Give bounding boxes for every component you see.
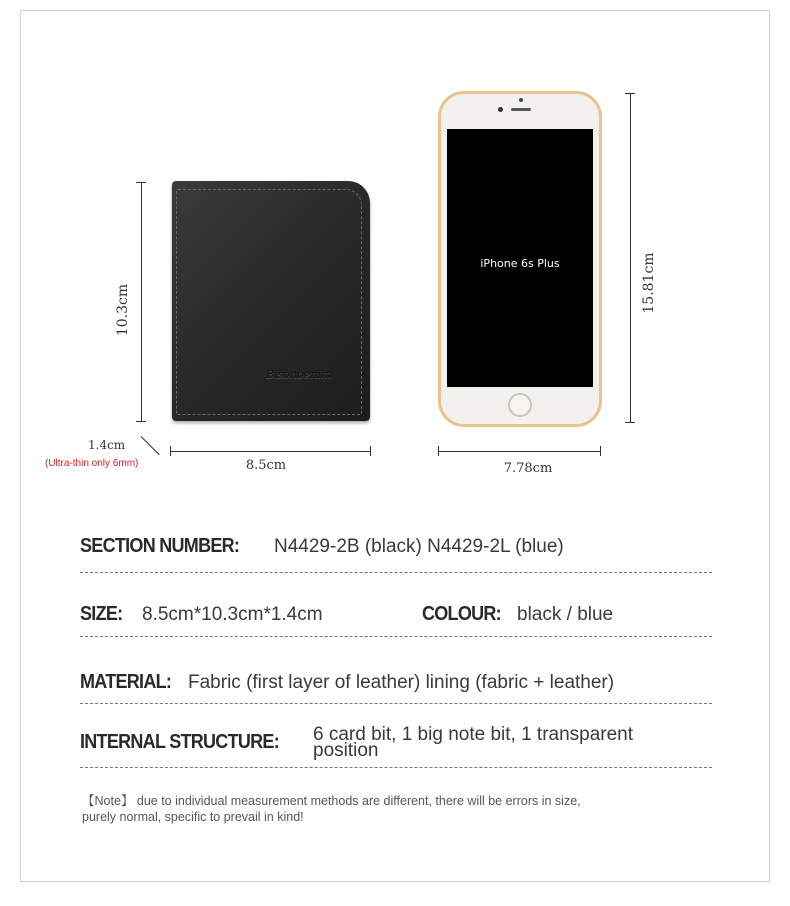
material-value: Fabric (first layer of leather) lining (fabric + leather)	[188, 672, 615, 693]
wallet-height-line	[141, 182, 142, 421]
measurement-note-line1: 【Note】 due to individual measurement methods are different, there will be errors in size,	[82, 794, 581, 808]
material-label: MATERIAL:	[80, 671, 172, 693]
colour-value: black / blue	[517, 604, 614, 625]
phone-width-tick-left	[438, 446, 439, 456]
phone-camera	[498, 107, 503, 112]
divider-3	[80, 703, 712, 704]
divider-1	[80, 572, 712, 573]
internal-structure-value-line2: position	[313, 740, 379, 761]
size-value: 8.5cm*10.3cm*1.4cm	[142, 604, 323, 625]
phone-width-line	[438, 451, 600, 452]
phone-image	[438, 91, 602, 427]
phone-screen	[447, 129, 593, 387]
section-number-value: N4429-2B (black) N4429-2L (blue)	[274, 536, 564, 557]
wallet-width-line	[170, 451, 370, 452]
section-number-row	[80, 535, 712, 558]
size-colour-row	[80, 603, 712, 626]
internal-structure-row	[80, 724, 712, 761]
wallet-height-tick-bottom	[136, 421, 146, 422]
wallet-height-label: 10.3cm	[115, 283, 131, 337]
phone-height-label: 15.81cm	[641, 252, 657, 314]
phone-height-tick-bottom	[625, 422, 635, 423]
wallet-thickness-label: 1.4cm	[88, 438, 126, 452]
phone-model-label: iPhone 6s Plus	[480, 257, 560, 270]
wallet-width-tick-right	[370, 446, 371, 456]
internal-structure-value-line1: 6 card bit, 1 big note bit, 1 transparent	[313, 724, 634, 745]
wallet-logo: Bisonbenim	[266, 368, 332, 381]
phone-width-label: 7.78cm	[503, 461, 553, 476]
wallet-height-tick-top	[136, 182, 146, 183]
divider-2	[80, 636, 712, 637]
divider-4	[80, 767, 712, 768]
phone-sensor	[519, 98, 523, 102]
colour-label: COLOUR:	[422, 603, 501, 625]
wallet-width-label: 8.5cm	[245, 458, 287, 473]
phone-speaker	[511, 108, 531, 111]
material-row	[80, 671, 712, 694]
size-label: SIZE:	[80, 603, 123, 625]
wallet-width-tick-left	[170, 446, 171, 456]
section-number-label: SECTION NUMBER:	[80, 535, 240, 557]
wallet-image	[172, 181, 370, 421]
internal-structure-label: INTERNAL STRUCTURE:	[80, 731, 279, 753]
phone-width-tick-right	[600, 446, 601, 456]
measurement-note	[82, 793, 682, 825]
phone-height-line	[630, 93, 631, 422]
wallet-stitching	[176, 189, 362, 415]
wallet-thickness-note: (Ultra-thin only 6mm)	[45, 458, 139, 469]
phone-home-button	[508, 393, 532, 417]
phone-height-tick-top	[625, 93, 635, 94]
measurement-note-line2: purely normal, specific to prevail in kind!	[82, 810, 304, 824]
